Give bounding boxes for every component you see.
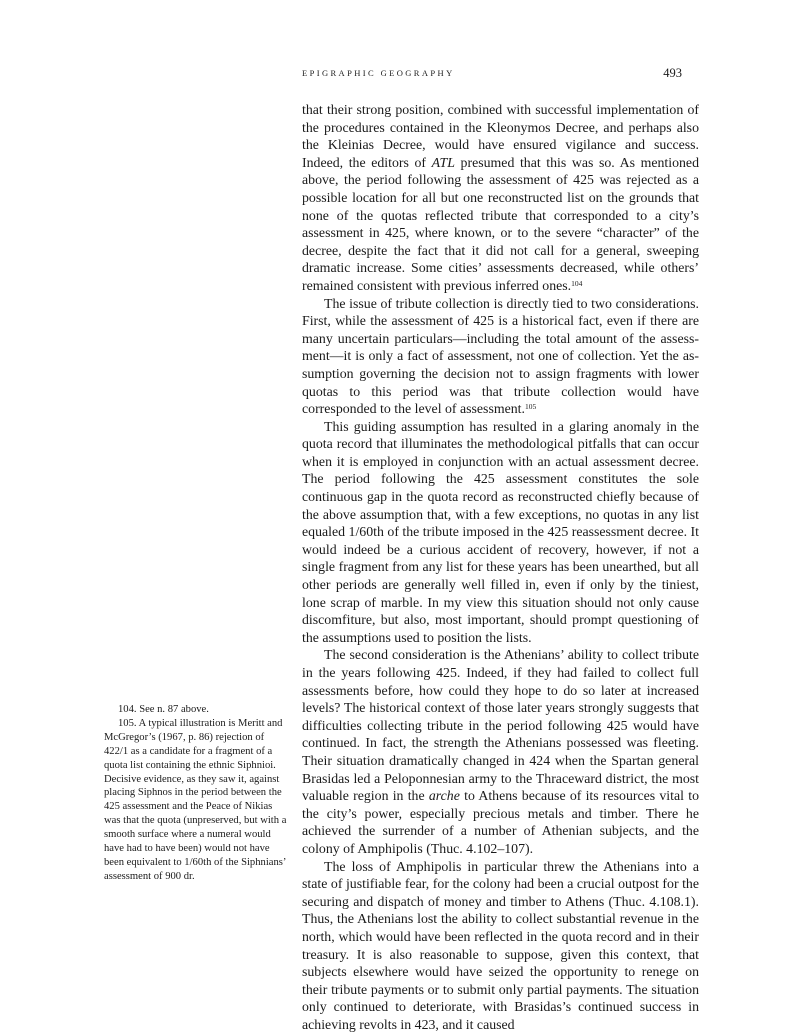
paragraph-2-text: The issue of tribute collection is directly tied to two considerations. First, while the assessment of 425 is a historical fact, even if there are many uncertain particulars—including the total amount of the assessment—it is only a fact of assessment, not one of collection. Yet the assumption governing the decision not to assign fragments with lower quotas to this period was that tribute collection would have corresponded to the level of assessment.: [302, 295, 699, 417]
atl-abbreviation: ATL: [431, 154, 455, 170]
paragraph-4: [302, 646, 699, 857]
page-number: 493: [663, 66, 682, 80]
main-text: [302, 101, 699, 1033]
running-title: EPIGRAPHIC GEOGRAPHY: [302, 68, 455, 78]
paragraph-4-text-b: to Athens because of its resources vital to the city’s power, especially precious metals and timber. There he achieved the surrender of a number of Athenian subjects, and the colony of Amphipolis (Thuc. 4.102–107).: [302, 788, 699, 856]
footnote-ref-105[interactable]: 105: [524, 402, 537, 412]
footnotes: [104, 703, 290, 884]
running-head: [302, 68, 682, 82]
paragraph-3: This guiding assumption has resulted in a glaring anomaly in the quota record that illuminates the methodological pitfalls that can occur when it is employed in conjunction with an actual assessment decree. The period following the 425 assessment constitutes the sole continuous gap in the quota record as reconstructed chiefly because of the above assumption that, with a few exceptions, no quotas in any list equaled 1/60th of the tribute imposed in the 425 reassessment decree. It would indeed be a curious accident of recovery, however, if not a single fragment from any list for these years has been unearthed, but all other periods are generally well filled in, even if only by the tiniest, lone scrap of marble. In my view this situation should not only cause discomfiture, but also, most important, should prompt questioning of the assumptions used to position the lists.: [302, 418, 699, 645]
paragraph-1: [302, 101, 699, 295]
footnote-105: 105. A typical illustration is Meritt and McGregor’s (1967, p. 86) rejection of 422/1 as a candidate for a fragment of a quota list containing the ethnic Siphnioi. Decisive evidence, as they saw it, against placing Siphnos in the period between the 425 assessment and the Peace of Nikias was that the quota (unpreserved, but with a smooth surface where a numeral would have had to have been) would not have been equivalent to 1/60th of the Siphnians’ assessment of 900 dr.: [104, 717, 287, 882]
paragraph-4-text-a: The second consideration is the Athenians’ ability to collect tribute in the years following 425. Indeed, if they had failed to collect full assessments before, how could they hope to do so later at increased levels? The historical context of those later years strongly suggests that difficulties collecting tribute in the period following 425 would have continued. In fact, the strength the Athenians possessed was fleeting. Their situation dramatically changed in 424 when the Spartan general Brasidas led a Peloponnesian army to the Thraceward district, the most valuable region in the: [302, 647, 699, 804]
paragraph-1-text-a: that their strong position, combined with successful implementation of the procedures contained in the Kleonymos Decree, and perhaps also the Kleinias Decree, would have ensured vigilance and success. Indeed, the editors of: [302, 102, 699, 170]
paragraph-2: [302, 295, 699, 418]
footnote-ref-104[interactable]: 104: [571, 278, 583, 288]
arche-term: arche: [428, 788, 460, 804]
footnote-104: 104. See n. 87 above.: [118, 704, 209, 715]
paragraph-1-text-b: presumed that this was so. As mentioned above, the period following the assessment of 425 was rejected as a possible location for all but one reconstructed list on the grounds that none of the quotas reflected tribute that corresponded to a city’s assessment in 425, where known, or to the severe “character” of the decree, despite the fact that it did not call for a general, sweeping dramatic increase. Some cities’ assessments decreased, while others’ remained consistent with previous inferred ones.: [302, 154, 700, 293]
paragraph-5: The loss of Amphipolis in particular threw the Athenians into a state of justifiable fear, for the colony had been a crucial outpost for the securing and dispatch of money and timber to Athens (Thuc. 4.108.1). Thus, the Athenians lost the ability to collect substantial revenue in the north, which would have been reflected in the quota record and in their treasury. It is also reasonable to suppose, given this context, that subjects elsewhere would have seized the opportunity to renege on their tribute payments or to submit only partial payments. The situation only continued to deteriorate, with Brasidas’s continued success in achieving revolts in 423, and it caused: [302, 858, 699, 1032]
